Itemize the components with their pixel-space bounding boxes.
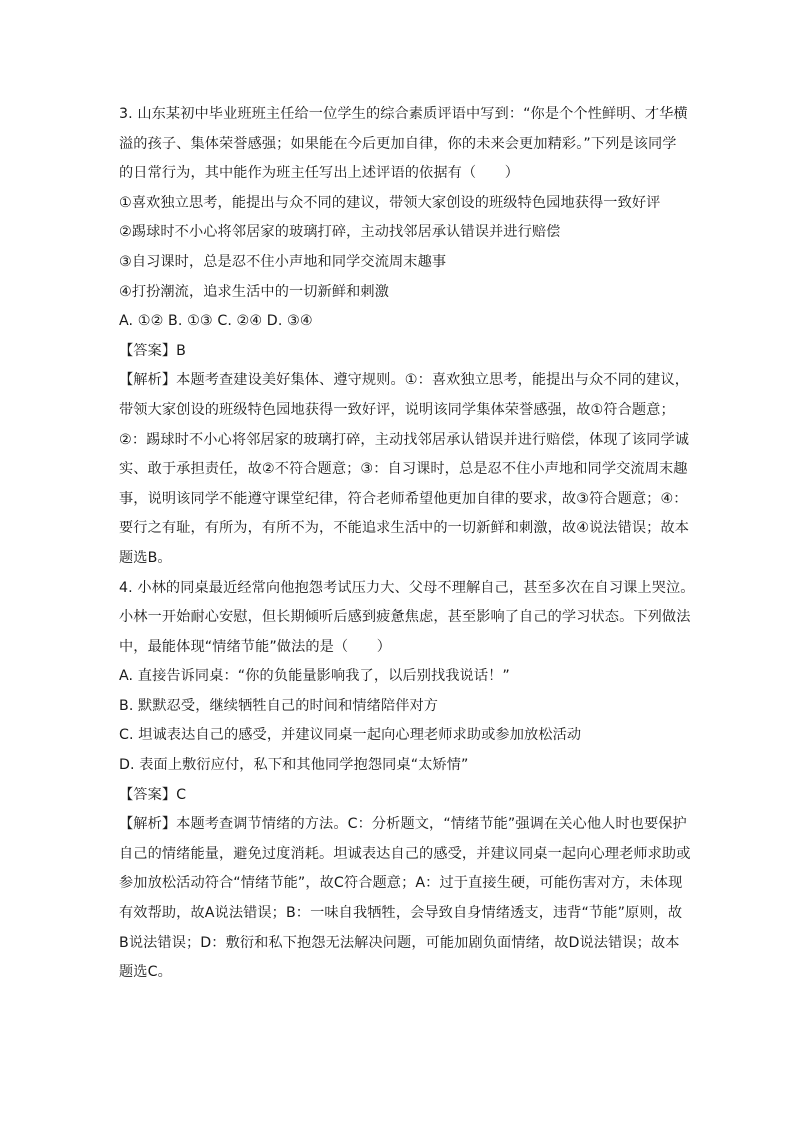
question-stem-line: 的日常行为，其中能作为班主任写出上述评语的依据有（ ）: [119, 165, 520, 182]
answer-label: 【答案】B: [119, 342, 186, 359]
option-b: B. 默默忍受，继续牺牲自己的时间和情绪陪伴对方: [119, 697, 439, 714]
question-3: [119, 100, 690, 574]
option-a: A. 直接告诉同桌：“你的负能量影响我了，以后别找我说话！”: [119, 668, 510, 685]
explanation-line: ②：踢球时不小心将邻居家的玻璃打碎，主动找邻居承认错误并进行赔偿，体现了该同学诚: [119, 431, 690, 448]
explanation-line: 自己的情绪能量，避免过度消耗。坦诚表达自己的感受，并建议同桌一起向心理老师求助或: [119, 845, 691, 862]
explanation-line: B说法错误；D：敷衍和私下抱怨无法解决问题，可能加剧负面情绪，故D说法错误；故本: [119, 934, 680, 951]
explanation-line: 【解析】本题考查调节情绪的方法。C：分析题文，“情绪节能”强调在关心他人时也要保护: [119, 816, 687, 833]
question-stem-line: 小林一开始耐心安慰，但长期倾听后感到疲惫焦虑，甚至影响了自己的学习状态。下列做法: [119, 609, 691, 626]
explanation-line: 要行之有耻，有所为，有所不为，不能追求生活中的一切新鲜和刺激，故④说法错误；故本: [119, 520, 690, 537]
explanation-line: 题选C。: [119, 964, 172, 981]
explanation-line: 题选B。: [119, 549, 172, 566]
statement-item: ④打扮潮流，追求生活中的一切新鲜和刺激: [119, 283, 389, 300]
question-stem-line: 3. 山东某初中毕业班班主任给一位学生的综合素质评语中写到：“你是个个性鲜明、才华横: [119, 106, 688, 122]
explanation-line: 【解析】本题考查建设美好集体、遵守规则。①：喜欢独立思考，能提出与众不同的建议，: [119, 372, 690, 389]
question-stem-line: 4. 小林的同桌最近经常向他抱怨考试压力大、父母不理解自己，甚至多次在自习课上哭泣。: [119, 579, 695, 596]
answer-options: A. ①② B. ①③ C. ②④ D. ③④: [119, 313, 313, 330]
explanation-line: 实、敢于承担责任，故②不符合题意；③：自习课时，总是忍不住小声地和同学交流周末趣: [119, 461, 688, 478]
explanation-line: 事，说明该同学不能遵守课堂纪律，符合老师希望他更加自律的要求，故③符合题意；④：: [119, 490, 688, 507]
statement-item: ②踢球时不小心将邻居家的玻璃打碎，主动找邻居承认错误并进行赔偿: [119, 224, 561, 241]
question-4: [119, 574, 695, 988]
explanation-line: 参加放松活动符合“情绪节能”，故C符合题意；A：过于直接生硬，可能伤害对方，未体现: [119, 875, 683, 892]
question-stem-line: 溢的孩子、集体荣誉感强；如果能在今后更加自律，你的未来会更加精彩。”下列是该同学: [119, 135, 677, 152]
explanation-line: 带领大家创设的班级特色园地获得一致好评，说明该同学集体荣誉感强，故①符合题意；: [119, 401, 675, 418]
option-c: C. 坦诚表达自己的感受，并建议同桌一起向心理老师求助或参加放松活动: [119, 727, 582, 744]
document-page: [119, 100, 695, 988]
statement-item: ③自习课时，总是忍不住小声地和同学交流周末趣事: [119, 253, 447, 270]
option-d: D. 表面上敷衍应付，私下和其他同学抱怨同桌“太矫情”: [119, 757, 469, 774]
question-stem-line: 中，最能体现“情绪节能”做法的是（ ）: [119, 638, 392, 655]
answer-label: 【答案】C: [119, 786, 187, 803]
statement-item: ①喜欢独立思考，能提出与众不同的建议，带领大家创设的班级特色园地获得一致好评: [119, 194, 661, 211]
explanation-line: 有效帮助，故A说法错误；B：一味自我牺牲，会导致自身情绪透支，违背“节能”原则，故: [119, 905, 683, 922]
